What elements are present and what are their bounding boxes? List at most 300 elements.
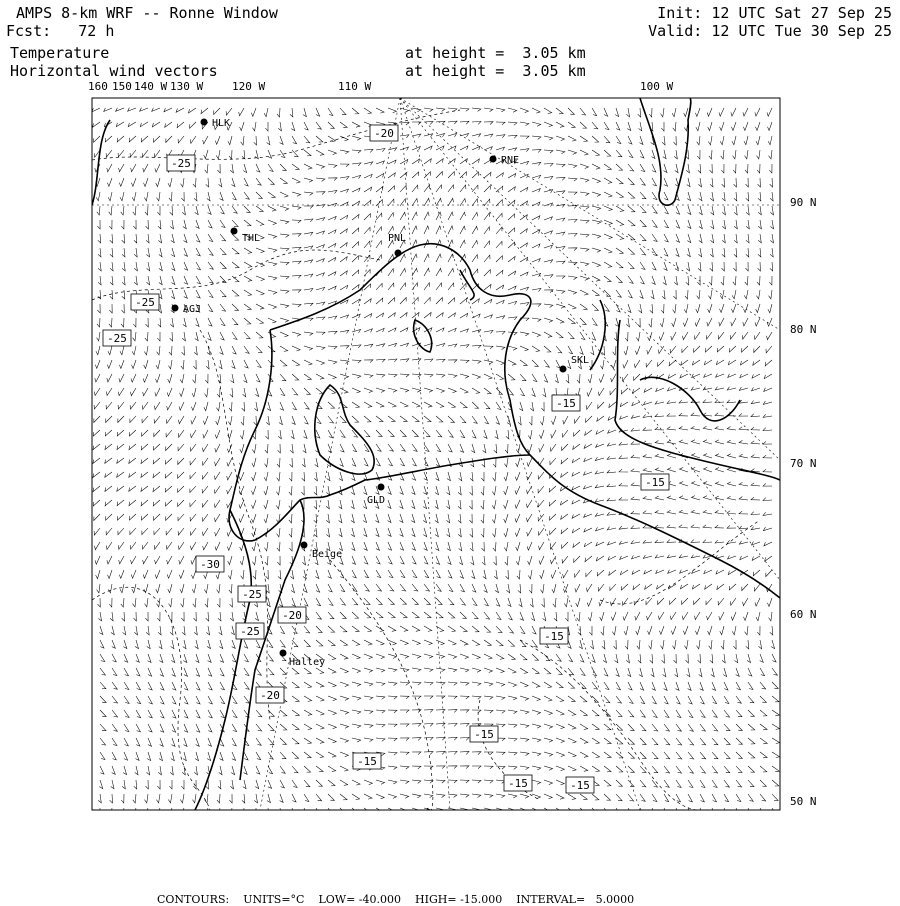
wind-barb — [232, 738, 236, 746]
wind-barb — [166, 528, 172, 535]
wind-barb — [704, 454, 713, 458]
wind-barb — [239, 486, 244, 494]
wind-barb — [508, 256, 515, 262]
wind-barb — [99, 626, 103, 635]
wind-barb — [154, 136, 161, 142]
wind-barb — [484, 640, 491, 646]
wind-barb — [376, 174, 384, 179]
wind-barb — [436, 328, 444, 332]
wind-barb — [760, 654, 764, 662]
wind-barb — [754, 584, 760, 591]
wind-barb — [619, 497, 628, 500]
wind-barb — [98, 234, 101, 243]
wind-barb — [340, 271, 347, 276]
wind-barb — [520, 243, 527, 248]
wind-barb — [544, 332, 552, 337]
wind-barb — [640, 290, 644, 298]
wind-barb — [376, 344, 385, 347]
wind-barb — [106, 402, 112, 409]
wind-barb — [697, 136, 700, 145]
wind-barb — [292, 696, 299, 702]
wind-barb — [96, 192, 100, 201]
wind-barb — [364, 214, 370, 220]
wind-barb — [412, 766, 421, 769]
wind-barb — [764, 374, 772, 379]
wind-barb — [267, 402, 270, 411]
wind-barb — [196, 248, 200, 256]
wind-barb — [496, 108, 505, 112]
wind-barb — [574, 556, 580, 562]
wind-barb — [147, 262, 150, 271]
wind-barb — [508, 360, 516, 365]
wind-barb — [304, 274, 313, 277]
wind-barb — [292, 416, 296, 424]
wind-barb — [651, 290, 654, 299]
wind-barb — [639, 304, 642, 313]
wind-barb — [105, 430, 112, 436]
wind-barb — [105, 486, 112, 492]
wind-barb — [168, 794, 172, 803]
wind-barb — [388, 298, 395, 304]
wind-barb — [112, 766, 116, 774]
wind-barb — [727, 427, 736, 431]
wind-barb — [520, 161, 529, 164]
wind-barb — [216, 402, 220, 411]
wind-barb — [484, 388, 491, 394]
wind-barb — [328, 402, 335, 408]
wind-barb — [400, 298, 406, 305]
contour-label: -25 — [107, 332, 127, 345]
wind-barb — [195, 206, 198, 215]
wind-barb — [721, 640, 724, 649]
wind-barb — [736, 752, 742, 758]
wind-barb — [179, 402, 184, 410]
wind-barb — [436, 313, 443, 318]
wind-barb — [388, 640, 396, 645]
wind-barb — [243, 164, 247, 173]
wind-barb — [691, 496, 700, 500]
wind-barb — [208, 276, 213, 283]
wind-barb — [316, 388, 323, 394]
wind-barb — [241, 808, 244, 817]
wind-barb — [580, 178, 589, 182]
wind-barb — [180, 388, 184, 397]
wind-barb — [265, 122, 268, 131]
wind-barb — [278, 122, 281, 131]
latitude-label: 90 N — [790, 196, 817, 209]
wind-barb — [516, 556, 520, 565]
wind-barb — [352, 122, 360, 127]
wind-barb — [460, 612, 467, 618]
wind-barb — [532, 288, 541, 291]
wind-barb — [609, 570, 616, 575]
wind-barb — [667, 555, 676, 558]
contour-labels — [103, 125, 669, 793]
wind-barb — [616, 780, 623, 786]
wind-barb — [644, 388, 652, 392]
wind-barb — [215, 472, 221, 480]
wind-barb — [460, 146, 468, 150]
wind-barb — [220, 682, 225, 690]
wind-barb — [400, 794, 409, 798]
wind-barb — [412, 472, 416, 480]
wind-barb — [170, 318, 173, 327]
wind-barb — [746, 234, 749, 243]
wind-barb — [244, 276, 252, 281]
wind-barb — [484, 108, 493, 112]
wind-barb — [412, 528, 416, 537]
wind-barb — [679, 400, 688, 403]
wind-barb — [304, 246, 313, 249]
wind-barb — [266, 570, 269, 579]
wind-barb — [604, 220, 612, 225]
wind-barb — [520, 640, 526, 647]
wind-barb — [118, 416, 124, 423]
wind-barb — [340, 654, 348, 659]
wind-barb — [580, 766, 588, 771]
wind-barb — [686, 164, 689, 173]
wind-barb — [532, 318, 541, 322]
wind-barb — [131, 374, 136, 382]
wind-barb — [111, 626, 114, 635]
wind-barb — [496, 122, 505, 125]
wind-barb — [412, 444, 417, 451]
wind-barb — [256, 304, 264, 309]
wind-barb — [724, 808, 728, 816]
wind-barb — [192, 388, 196, 397]
wind-barb — [412, 147, 420, 151]
wind-barb — [267, 794, 270, 803]
wind-barb — [520, 188, 528, 193]
wind-barb — [448, 640, 456, 645]
wind-barb — [492, 514, 496, 523]
wind-barb — [748, 752, 755, 758]
wind-barb — [496, 640, 503, 646]
wind-barb — [448, 172, 454, 178]
wind-barb — [540, 570, 544, 579]
wind-barb — [132, 808, 136, 817]
wind-barb — [568, 219, 577, 222]
wind-barb — [340, 430, 345, 437]
wind-barb — [623, 360, 628, 368]
wind-barb — [751, 455, 760, 458]
wind-barb — [328, 230, 336, 234]
wind-barb — [206, 360, 209, 369]
wind-barb — [568, 178, 577, 181]
wind-barb — [232, 710, 237, 718]
wind-barb — [705, 584, 712, 589]
wind-barb — [640, 220, 646, 227]
wind-barb — [730, 332, 736, 339]
wind-barb — [171, 654, 175, 663]
wind-barb — [619, 469, 628, 472]
wind-barb — [633, 584, 640, 590]
wind-barb — [667, 454, 676, 458]
wind-barb — [563, 570, 568, 578]
wind-barb — [280, 192, 288, 197]
wind-barb — [616, 206, 624, 212]
wind-barb — [528, 444, 532, 453]
wind-barb — [460, 626, 467, 632]
wind-barb — [496, 227, 502, 234]
wind-barb — [612, 626, 616, 635]
wind-barb — [352, 228, 359, 234]
wind-barb — [751, 512, 760, 515]
wind-barb — [672, 108, 676, 117]
wind-barb — [252, 444, 256, 453]
wind-barb — [706, 332, 712, 339]
wind-barb — [448, 402, 456, 408]
wind-barb — [692, 482, 701, 487]
wind-barb — [711, 668, 714, 677]
wind-barb — [628, 738, 635, 744]
wind-barb — [568, 108, 574, 114]
wind-barb — [205, 794, 208, 803]
wind-barb — [388, 654, 397, 658]
wind-barb — [720, 304, 725, 313]
wind-barb — [256, 668, 261, 675]
wind-barb — [364, 570, 369, 578]
wind-barb — [643, 428, 652, 431]
wind-barb — [229, 150, 232, 159]
wind-barb — [484, 402, 490, 409]
wind-barb — [412, 738, 421, 741]
wind-barb — [448, 682, 457, 685]
wind-barb — [652, 808, 656, 816]
wind-barb — [722, 234, 725, 243]
wind-barb — [182, 626, 185, 635]
wind-barb — [716, 374, 724, 378]
wind-barb — [675, 262, 678, 271]
wind-barb — [729, 584, 736, 590]
wind-barb — [264, 472, 268, 481]
wind-barb — [580, 150, 588, 155]
wind-barb — [412, 108, 421, 112]
wind-barb — [592, 808, 598, 814]
wind-barb — [632, 402, 640, 406]
wind-barb — [157, 192, 161, 201]
wind-barb — [493, 472, 496, 481]
wind-barb — [541, 584, 545, 593]
wind-barb — [647, 346, 652, 354]
wind-barb — [266, 808, 269, 817]
wind-barb — [550, 444, 556, 451]
wind-barb — [107, 388, 113, 396]
wind-barb — [166, 430, 172, 437]
wind-barb — [743, 598, 748, 606]
wind-barb — [460, 682, 469, 685]
wind-barb — [447, 514, 450, 523]
wind-barb — [290, 444, 293, 453]
wind-barb — [400, 328, 408, 332]
wind-barb — [496, 626, 502, 633]
wind-barb — [93, 430, 100, 436]
wind-barb — [580, 346, 584, 354]
wind-barb — [556, 710, 564, 715]
wind-barb — [604, 136, 610, 143]
wind-barb — [364, 329, 372, 333]
wind-barb — [652, 794, 657, 802]
wind-barb — [194, 346, 197, 355]
wind-barb — [145, 206, 148, 215]
wind-barb — [400, 313, 407, 319]
wind-barb — [448, 185, 454, 192]
wind-barb — [232, 318, 238, 325]
wind-barb — [703, 510, 712, 514]
wind-barb — [767, 332, 772, 340]
wind-barb — [448, 416, 455, 422]
wind-barb — [588, 612, 592, 621]
wind-barb — [314, 528, 317, 537]
wind-barb — [157, 346, 160, 355]
wind-barb — [460, 430, 465, 438]
wind-barb — [655, 496, 664, 500]
wind-barb — [244, 654, 248, 662]
wind-barb — [604, 780, 611, 786]
wind-barb — [215, 444, 220, 452]
wind-barb — [124, 738, 128, 746]
wind-barb — [364, 654, 372, 659]
wind-barb — [145, 612, 148, 621]
wind-barb — [196, 696, 200, 704]
wind-barb — [447, 500, 450, 509]
wind-barb — [751, 414, 760, 417]
wind-barb — [133, 206, 136, 215]
wind-barb — [304, 346, 313, 350]
wind-barb — [472, 710, 481, 713]
wind-barb — [152, 108, 160, 112]
wind-barb — [364, 150, 373, 153]
wind-barb — [723, 668, 727, 677]
wind-barb — [728, 556, 737, 560]
wind-barb — [458, 514, 461, 523]
wind-barb — [460, 313, 468, 318]
wind-barb — [292, 247, 301, 250]
wind-barb — [544, 766, 553, 770]
wind-barb — [141, 458, 148, 464]
wind-barb — [770, 206, 773, 215]
wind-barb — [448, 344, 457, 347]
wind-barb — [700, 710, 705, 717]
wind-barb — [400, 444, 405, 451]
wind-barb — [572, 458, 580, 463]
wind-barb — [520, 682, 528, 687]
wind-barb — [568, 262, 577, 265]
wind-barb — [400, 528, 404, 536]
wind-barb — [141, 136, 148, 142]
wind-barb — [424, 556, 428, 564]
wind-barb — [266, 416, 269, 425]
wind-barb — [664, 262, 668, 270]
wind-barb — [769, 276, 772, 285]
wind-barb — [304, 178, 313, 182]
wind-barb — [376, 283, 382, 290]
wind-barb — [703, 525, 712, 528]
wind-barb — [256, 318, 264, 324]
wind-barb — [549, 486, 556, 492]
wind-barb — [592, 318, 597, 325]
wind-barb — [508, 242, 515, 248]
wind-barb — [339, 472, 342, 481]
wind-barb — [460, 298, 467, 304]
wind-barb — [592, 108, 597, 116]
wind-barb — [628, 696, 633, 703]
wind-barb — [364, 174, 372, 178]
wind-barb — [771, 640, 774, 649]
wind-barb — [624, 626, 628, 635]
wind-barb — [733, 150, 736, 159]
wind-barb — [244, 668, 249, 676]
wind-barb — [217, 794, 220, 803]
wind-barb — [292, 780, 297, 787]
wind-barb — [388, 794, 397, 798]
wind-barb — [215, 528, 220, 536]
valid-time: Valid: 12 UTC Tue 30 Sep 25 — [648, 22, 892, 40]
wind-barb — [340, 388, 348, 393]
wind-barb — [692, 468, 701, 473]
wind-barb — [124, 710, 129, 717]
wind-barb — [644, 401, 653, 405]
wind-barb — [252, 500, 257, 509]
wind-barb — [290, 570, 293, 579]
wind-barb — [652, 234, 657, 241]
wind-barb — [133, 794, 136, 803]
longitude-label: 150 — [112, 80, 132, 93]
wind-barb — [252, 542, 256, 551]
wind-barb — [568, 150, 577, 154]
wind-barb — [647, 612, 652, 620]
wind-barb — [190, 514, 196, 521]
wind-barb — [448, 710, 457, 713]
station-label: THL — [242, 233, 261, 244]
wind-barb — [607, 470, 616, 473]
wind-barb — [167, 402, 172, 410]
wind-barb — [472, 612, 478, 619]
wind-barb — [376, 710, 385, 713]
wind-barb — [676, 752, 682, 759]
wind-barb — [159, 640, 162, 649]
wind-barb — [527, 500, 533, 508]
wind-barb — [96, 570, 100, 579]
wind-barb — [193, 374, 196, 383]
wind-barb — [100, 766, 104, 774]
wind-barb — [664, 164, 668, 173]
wind-barb — [340, 458, 344, 466]
wind-barb — [280, 206, 289, 211]
wind-barb — [744, 290, 748, 299]
wind-barb — [216, 150, 220, 159]
wind-barb — [696, 304, 700, 313]
wind-barb — [400, 359, 409, 362]
wind-barb — [424, 780, 433, 783]
wind-barb — [532, 388, 536, 396]
wind-barb — [328, 178, 337, 181]
wind-barb — [742, 332, 748, 339]
wind-barb — [316, 626, 322, 633]
wind-barb — [667, 400, 676, 403]
wind-barb — [519, 402, 523, 411]
wind-barb — [508, 108, 517, 112]
wind-barb — [460, 121, 469, 124]
wind-barb — [757, 150, 761, 159]
wind-barb — [663, 668, 666, 677]
wind-barb — [133, 318, 136, 327]
wind-barb — [105, 472, 112, 477]
wind-barb — [276, 500, 280, 509]
wind-barb — [720, 626, 724, 635]
wind-barb — [315, 570, 319, 579]
wind-barb — [568, 710, 576, 715]
